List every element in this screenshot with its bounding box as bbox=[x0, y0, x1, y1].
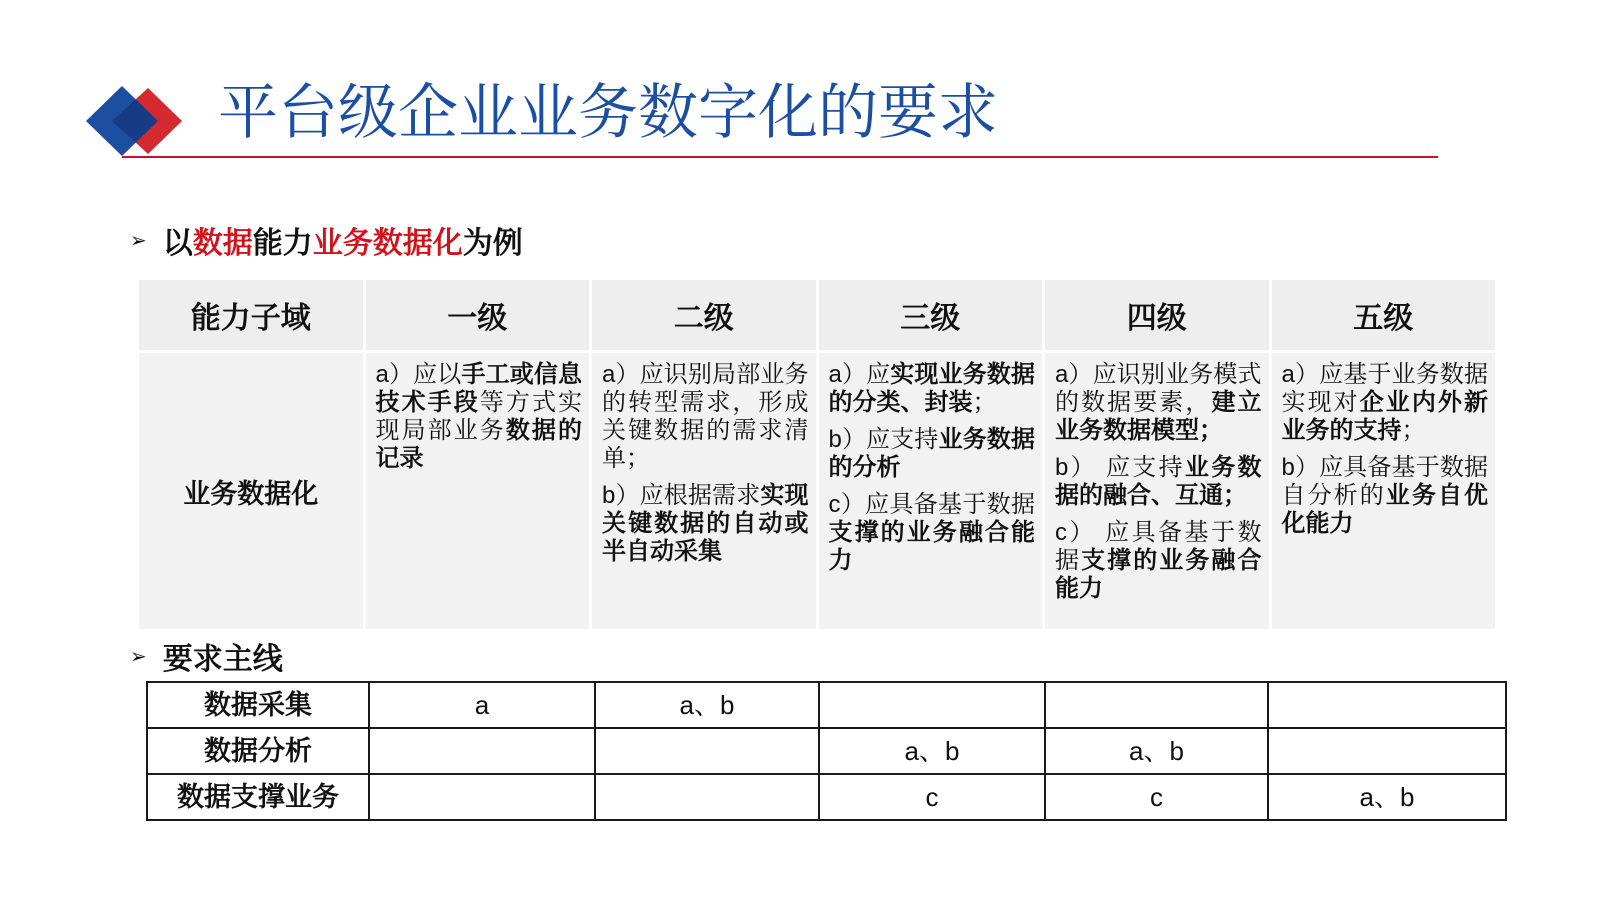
section-heading-example bbox=[130, 221, 523, 259]
level-2-requirements bbox=[592, 353, 816, 629]
table-cell bbox=[595, 728, 819, 774]
requirement-key-phrase: 数据的记录 bbox=[375, 417, 583, 472]
level-5-requirements bbox=[1272, 353, 1496, 629]
requirement-key-phrase: 业务数据的融合、互通； bbox=[1055, 454, 1262, 509]
requirement-key-phrase: 业务自优化能力 bbox=[1281, 482, 1489, 537]
requirement-text: b） 应支持 bbox=[1055, 454, 1185, 481]
requirement-key-phrase: 企业内外新业务的支持 bbox=[1281, 389, 1489, 444]
requirement-item bbox=[1055, 361, 1262, 445]
requirement-item bbox=[602, 482, 809, 566]
column-header-level-5: 五级 bbox=[1272, 280, 1496, 350]
requirement-text: a）应识别局部业务的转型需求，形成关键数据的需求清单； bbox=[602, 361, 809, 472]
table-cell: a、b bbox=[819, 728, 1045, 774]
requirement-key-phrase: 支撑的业务融合能力 bbox=[828, 519, 1035, 574]
heading-text: 能力 bbox=[252, 227, 313, 260]
requirement-key-phrase: 业务数据的分析 bbox=[828, 426, 1035, 481]
column-header-level-2: 二级 bbox=[592, 280, 816, 350]
capability-level-table bbox=[139, 280, 1495, 629]
requirement-text: b）应根据需求 bbox=[602, 482, 761, 509]
heading-text: 为例 bbox=[462, 227, 523, 260]
column-header-level-1: 一级 bbox=[366, 280, 590, 350]
table-cell bbox=[595, 774, 819, 820]
requirement-item bbox=[376, 361, 583, 473]
heading-text: 以 bbox=[162, 227, 193, 260]
table-cell: a、b bbox=[1045, 728, 1268, 774]
requirement-item bbox=[1055, 519, 1262, 603]
capability-domain-cell: 业务数据化 bbox=[139, 353, 363, 629]
page-title: 平台级企业业务数字化的要求 bbox=[218, 79, 998, 146]
table-cell bbox=[1268, 728, 1506, 774]
requirement-text: ； bbox=[1401, 417, 1426, 444]
table-row bbox=[147, 728, 1506, 774]
overlapping-diamonds-icon bbox=[80, 80, 190, 162]
table-cell bbox=[369, 774, 595, 820]
table-cell bbox=[819, 682, 1045, 728]
table-cell: a、b bbox=[1268, 774, 1506, 820]
requirement-text: a）应识别业务模式的数据要素， bbox=[1055, 361, 1262, 416]
requirement-text: a）应以 bbox=[375, 361, 462, 388]
requirement-text: a）应基于业务数据实现对 bbox=[1281, 361, 1488, 416]
requirement-text: c）应具备基于数据 bbox=[828, 491, 1035, 518]
table-row bbox=[147, 774, 1506, 820]
row-label: 数据支撑业务 bbox=[147, 774, 369, 820]
requirement-text: 等方式实现局部业务 bbox=[375, 389, 583, 444]
row-label: 数据采集 bbox=[147, 682, 369, 728]
table-cell: a、b bbox=[595, 682, 819, 728]
section-heading-mainline bbox=[130, 637, 283, 675]
requirement-key-phrase: 手工或信息技术手段 bbox=[375, 361, 582, 416]
requirement-mainline-table bbox=[146, 681, 1507, 821]
heading-emphasis: 业务数据化 bbox=[312, 227, 463, 260]
row-label: 数据分析 bbox=[147, 728, 369, 774]
heading-emphasis: 数据 bbox=[192, 227, 253, 260]
requirement-text: c） 应具备基于数据 bbox=[1055, 519, 1262, 574]
requirement-item bbox=[829, 426, 1036, 482]
level-4-requirements bbox=[1045, 353, 1269, 629]
requirement-item bbox=[829, 491, 1036, 575]
requirement-text: ； bbox=[972, 389, 997, 416]
table-cell: c bbox=[1045, 774, 1268, 820]
requirement-key-phrase: 建立业务数据模型； bbox=[1055, 389, 1262, 444]
requirement-key-phrase: 支撑的业务融合能力 bbox=[1055, 547, 1262, 602]
column-header-domain: 能力子域 bbox=[139, 280, 363, 350]
requirement-key-phrase: 实现关键数据的自动或半自动采集 bbox=[602, 482, 809, 565]
requirement-item bbox=[829, 361, 1036, 417]
requirement-text: b）应支持 bbox=[828, 426, 939, 453]
requirement-item bbox=[1055, 454, 1262, 510]
arrow-bullet-icon: ➢ bbox=[130, 644, 147, 668]
table-cell: a bbox=[369, 682, 595, 728]
title-underline bbox=[122, 156, 1438, 158]
column-header-level-4: 四级 bbox=[1045, 280, 1269, 350]
column-header-level-3: 三级 bbox=[819, 280, 1043, 350]
table-cell: c bbox=[819, 774, 1045, 820]
level-1-requirements bbox=[366, 353, 590, 629]
requirement-key-phrase: 实现业务数据的分类、封装 bbox=[828, 361, 1035, 416]
arrow-bullet-icon: ➢ bbox=[130, 228, 147, 252]
requirement-text: b）应具备基于数据自分析的 bbox=[1281, 454, 1488, 509]
table-cell bbox=[369, 728, 595, 774]
table-cell bbox=[1045, 682, 1268, 728]
requirement-item bbox=[1282, 454, 1489, 538]
requirement-item bbox=[1282, 361, 1489, 445]
requirement-text: a）应 bbox=[828, 361, 891, 388]
table-cell bbox=[1268, 682, 1506, 728]
heading-text: 要求主线 bbox=[162, 643, 283, 676]
level-3-requirements bbox=[819, 353, 1043, 629]
table-row bbox=[147, 682, 1506, 728]
requirement-item bbox=[602, 361, 809, 473]
